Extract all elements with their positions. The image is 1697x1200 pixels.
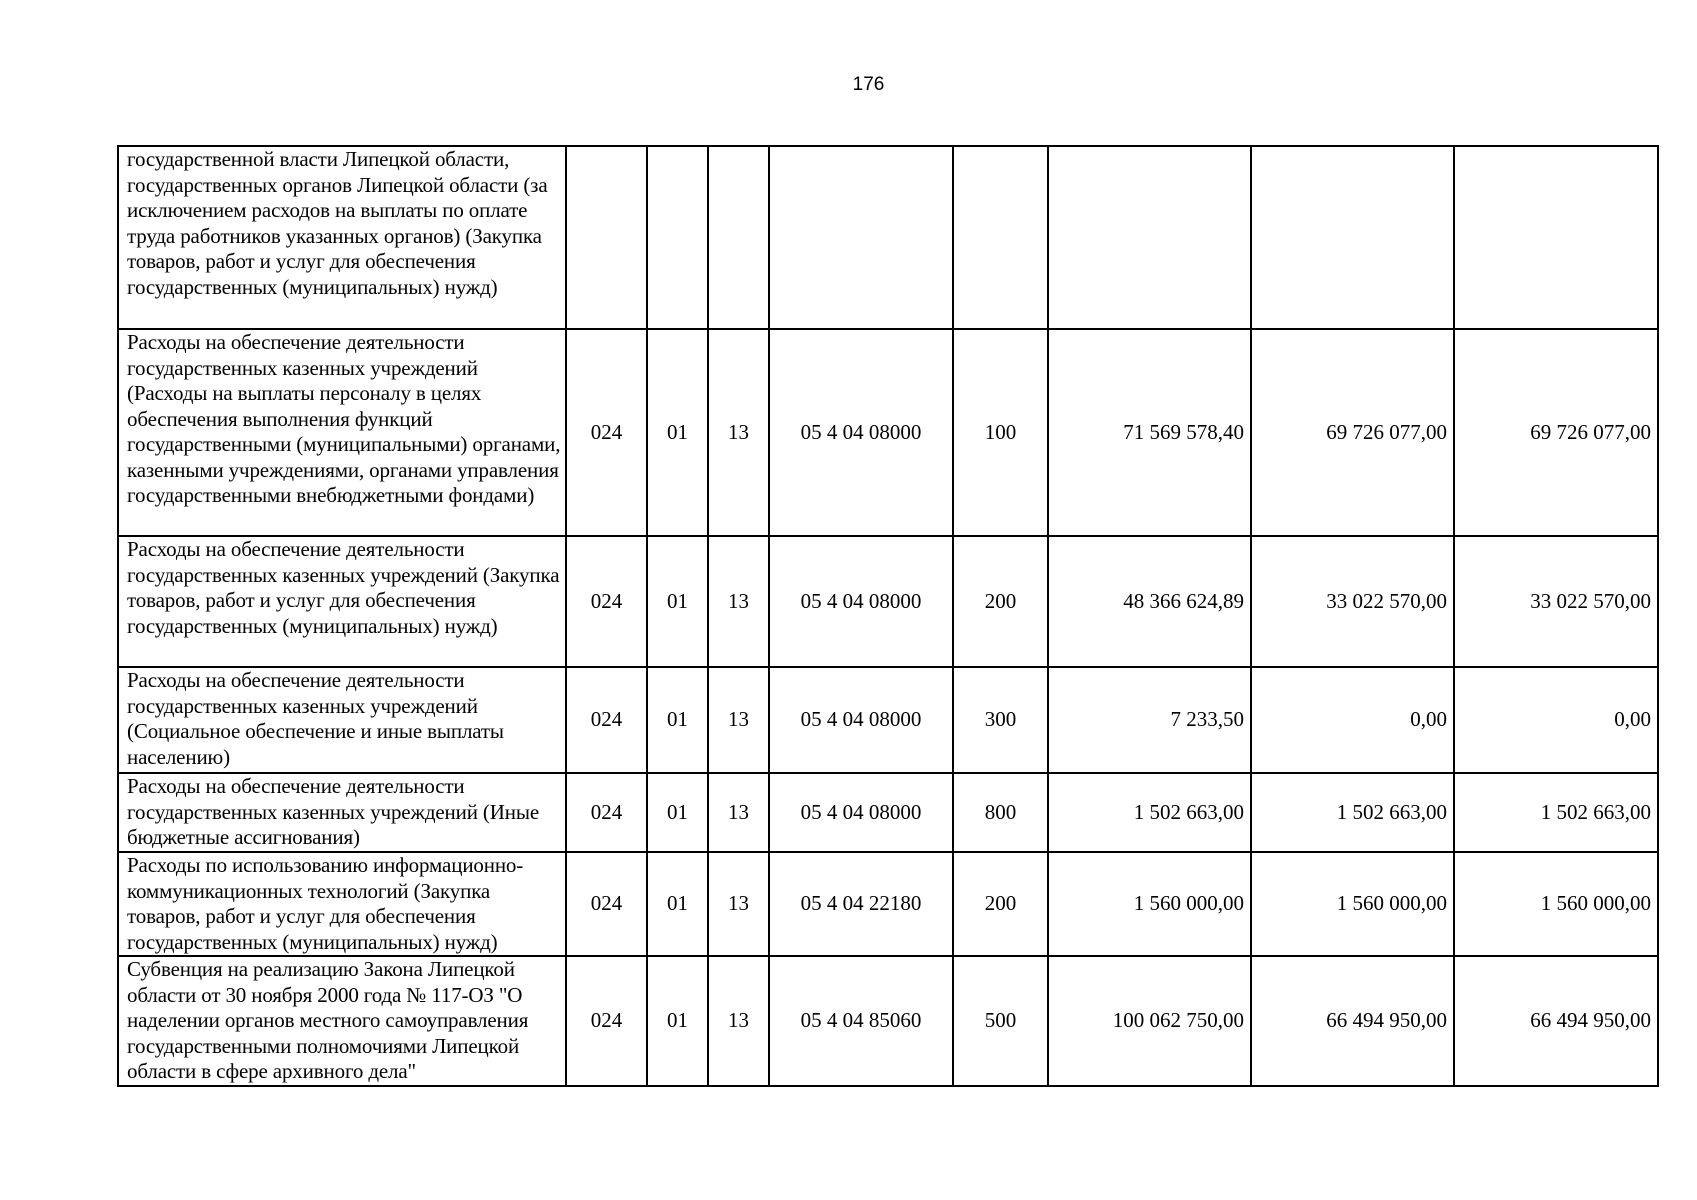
subsection-code-cell <box>708 146 769 329</box>
sum-cell-2: 0,00 <box>1251 667 1454 773</box>
subsection-code-cell: 13 <box>708 773 769 852</box>
target-article-cell: 05 4 04 85060 <box>769 956 953 1086</box>
expense-type-cell: 500 <box>953 956 1048 1086</box>
sum-cell-3: 1 502 663,00 <box>1454 773 1658 852</box>
section-code-cell: 01 <box>647 773 708 852</box>
sum-cell-2: 33 022 570,00 <box>1251 536 1454 667</box>
subsection-code-cell: 13 <box>708 329 769 536</box>
subsection-code-cell: 13 <box>708 536 769 667</box>
budget-table <box>117 145 1659 1087</box>
ministry-code-cell: 024 <box>566 329 647 536</box>
sum-cell-2: 66 494 950,00 <box>1251 956 1454 1086</box>
sum-cell-1: 71 569 578,40 <box>1048 329 1251 536</box>
sum-cell-3: 69 726 077,00 <box>1454 329 1658 536</box>
description-cell: Расходы на обеспечение деятельности государственных казенных учреждений (Расходы на выплаты персоналу в целях обеспечения выполнения функций государственными (муниципальными) органами, казенными учреждениями, органами управления государственными внебюджетными фондами) <box>118 329 566 536</box>
table-row <box>118 146 1658 329</box>
section-code-cell: 01 <box>647 536 708 667</box>
section-code-cell: 01 <box>647 667 708 773</box>
sum-cell-3: 0,00 <box>1454 667 1658 773</box>
sum-cell-1 <box>1048 146 1251 329</box>
page-number: 176 <box>852 74 885 95</box>
expense-type-cell: 300 <box>953 667 1048 773</box>
expense-type-cell: 800 <box>953 773 1048 852</box>
table-row <box>118 329 1658 536</box>
description-cell: Расходы на обеспечение деятельности государственных казенных учреждений (Социальное обеспечение и иные выплаты населению) <box>118 667 566 773</box>
description-cell: Расходы на обеспечение деятельности государственных казенных учреждений (Закупка товаров, работ и услуг для обеспечения государственных (муниципальных) нужд) <box>118 536 566 667</box>
sum-cell-3: 1 560 000,00 <box>1454 852 1658 956</box>
ministry-code-cell <box>566 146 647 329</box>
sum-cell-1: 100 062 750,00 <box>1048 956 1251 1086</box>
subsection-code-cell: 13 <box>708 956 769 1086</box>
expense-type-cell: 200 <box>953 536 1048 667</box>
ministry-code-cell: 024 <box>566 852 647 956</box>
section-code-cell <box>647 146 708 329</box>
table-row <box>118 773 1658 852</box>
ministry-code-cell: 024 <box>566 773 647 852</box>
target-article-cell: 05 4 04 08000 <box>769 667 953 773</box>
sum-cell-3 <box>1454 146 1658 329</box>
ministry-code-cell: 024 <box>566 536 647 667</box>
description-cell: Расходы по использованию информационно-коммуникационных технологий (Закупка товаров, работ и услуг для обеспечения государственных (муниципальных) нужд) <box>118 852 566 956</box>
sum-cell-1: 48 366 624,89 <box>1048 536 1251 667</box>
sum-cell-3: 66 494 950,00 <box>1454 956 1658 1086</box>
description-cell: Субвенция на реализацию Закона Липецкой области от 30 ноября 2000 года № 117-ОЗ "О наделении органов местного самоуправления государственными полномочиями Липецкой области в сфере архивного дела" <box>118 956 566 1086</box>
description-cell: Расходы на обеспечение деятельности государственных казенных учреждений (Иные бюджетные ассигнования) <box>118 773 566 852</box>
target-article-cell <box>769 146 953 329</box>
table-row <box>118 536 1658 667</box>
expense-type-cell <box>953 146 1048 329</box>
sum-cell-2: 69 726 077,00 <box>1251 329 1454 536</box>
sum-cell-2: 1 502 663,00 <box>1251 773 1454 852</box>
sum-cell-2: 1 560 000,00 <box>1251 852 1454 956</box>
subsection-code-cell: 13 <box>708 667 769 773</box>
target-article-cell: 05 4 04 08000 <box>769 329 953 536</box>
description-cell: государственной власти Липецкой области, государственных органов Липецкой области (за исключением расходов на выплаты по оплате труда работников указанных органов) (Закупка товаров, работ и услуг для обеспечения государственных (муниципальных) нужд) <box>118 146 566 329</box>
target-article-cell: 05 4 04 22180 <box>769 852 953 956</box>
sum-cell-1: 7 233,50 <box>1048 667 1251 773</box>
sum-cell-2 <box>1251 146 1454 329</box>
table-row <box>118 956 1658 1086</box>
table-row <box>118 852 1658 956</box>
sum-cell-1: 1 560 000,00 <box>1048 852 1251 956</box>
expense-type-cell: 200 <box>953 852 1048 956</box>
section-code-cell: 01 <box>647 329 708 536</box>
section-code-cell: 01 <box>647 956 708 1086</box>
expense-type-cell: 100 <box>953 329 1048 536</box>
subsection-code-cell: 13 <box>708 852 769 956</box>
sum-cell-3: 33 022 570,00 <box>1454 536 1658 667</box>
target-article-cell: 05 4 04 08000 <box>769 773 953 852</box>
sum-cell-1: 1 502 663,00 <box>1048 773 1251 852</box>
ministry-code-cell: 024 <box>566 667 647 773</box>
table-row <box>118 667 1658 773</box>
ministry-code-cell: 024 <box>566 956 647 1086</box>
target-article-cell: 05 4 04 08000 <box>769 536 953 667</box>
section-code-cell: 01 <box>647 852 708 956</box>
